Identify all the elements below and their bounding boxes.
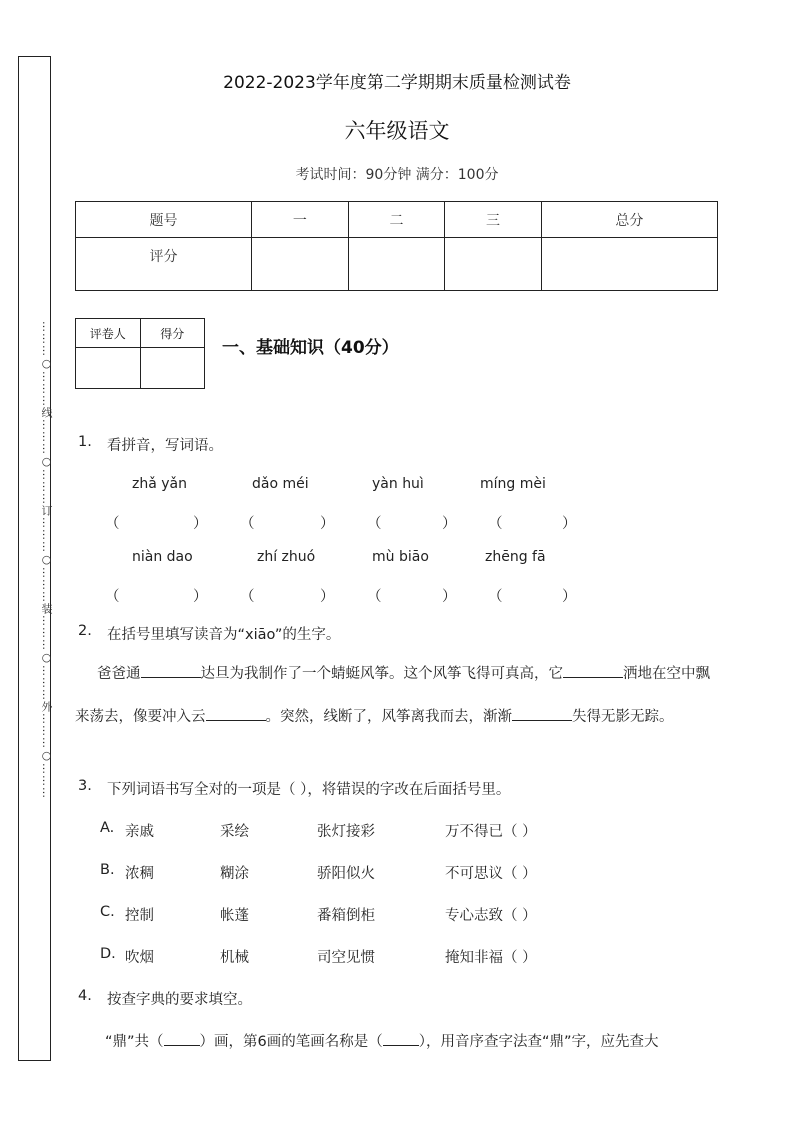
answer-paren-close: ） [320, 516, 335, 532]
answer-paren-open[interactable]: （ [367, 589, 382, 605]
score-header-cell: 一 [252, 202, 349, 238]
option-word: 采绘 [220, 824, 249, 840]
option-word: 骄阳似火 [317, 866, 375, 882]
question-text: 下列词语书写全对的一项是（ ），将错误的字改在后面括号里。 [107, 782, 511, 798]
score-header-cell: 题号 [76, 202, 252, 238]
score-input-cell[interactable] [348, 238, 445, 291]
fill-blank[interactable] [563, 663, 623, 678]
pinyin-item: mù biāo [372, 549, 429, 565]
pinyin-item: zhēng fā [485, 549, 546, 565]
answer-paren-open[interactable]: （ [240, 516, 255, 532]
answer-paren-close: ） [320, 589, 335, 605]
score-header-cell: 总分 [541, 202, 717, 238]
question-passage [75, 653, 720, 739]
line-text: “鼎”共（ [105, 1034, 164, 1050]
fill-blank[interactable] [206, 706, 266, 721]
passage-text: 洒地在空中飘来荡去，像要冲入云 [75, 666, 710, 725]
score-input-cell[interactable] [541, 238, 717, 291]
line-text: ）画，第6画的笔画名称是（ [199, 1034, 383, 1050]
answer-paren-close: ） [193, 589, 208, 605]
exam-subtitle: 六年级语文 [344, 119, 450, 143]
option-word: 专心志致（ ） [445, 908, 537, 924]
pinyin-item: dǎo méi [252, 476, 309, 492]
answer-paren-open[interactable]: （ [105, 516, 120, 532]
pinyin-item: yàn huì [372, 476, 424, 492]
grader-table [75, 318, 205, 389]
passage-text: 失得无影无踪。 [572, 709, 674, 725]
question-number: 2. [78, 623, 92, 639]
answer-paren-open[interactable]: （ [240, 589, 255, 605]
pinyin-item: zhí zhuó [257, 549, 316, 565]
fill-blank[interactable] [512, 706, 572, 721]
passage-text: 爸爸通 [97, 666, 141, 682]
pinyin-item: niàn dao [132, 549, 193, 565]
answer-paren-close: ） [562, 516, 577, 532]
passage-text: 达旦为我制作了一个蜻蜓风筝。这个风筝飞得可真高，它 [200, 666, 563, 682]
option-word: 糊涂 [220, 866, 249, 882]
answer-paren-close: ） [562, 589, 577, 605]
option-label[interactable]: C. [100, 904, 115, 920]
option-label[interactable]: B. [100, 862, 115, 878]
question-number: 3. [78, 778, 92, 794]
pinyin-item: zhǎ yǎn [132, 476, 187, 492]
grader-input-cell[interactable] [76, 348, 141, 389]
option-word: 浓稠 [125, 866, 154, 882]
option-label[interactable]: D. [100, 946, 116, 962]
answer-paren-open[interactable]: （ [105, 589, 120, 605]
question-text: 在括号里填写读音为“xiāo”的生字。 [107, 627, 341, 643]
answer-paren-open[interactable]: （ [367, 516, 382, 532]
score-input-cell[interactable] [252, 238, 349, 291]
question-number: 1. [78, 434, 92, 450]
score-input-cell[interactable] [445, 238, 542, 291]
score-header-cell: 三 [445, 202, 542, 238]
grader-header-cell: 得分 [140, 319, 205, 348]
option-word: 万不得已（ ） [445, 824, 537, 840]
option-word: 吹烟 [125, 950, 154, 966]
answer-paren-close: ） [442, 589, 457, 605]
question-text: 按查字典的要求填空。 [107, 992, 252, 1008]
line-text: ），用音序查字法查“鼎”字，应先查大 [418, 1034, 659, 1050]
score-row-label: 评分 [76, 238, 252, 291]
score-table [75, 201, 718, 291]
option-word: 不可思议（ ） [445, 866, 537, 882]
binding-line: ………○………线………○………订………○………装………○………外………○……… [40, 321, 53, 799]
option-label[interactable]: A. [100, 820, 115, 836]
fill-blank[interactable] [383, 1033, 419, 1046]
fill-blank[interactable] [164, 1033, 200, 1046]
option-word: 张灯接彩 [317, 824, 375, 840]
option-word: 番箱倒柜 [317, 908, 375, 924]
grader-input-cell[interactable] [140, 348, 205, 389]
grader-header-cell: 评卷人 [76, 319, 141, 348]
option-word: 机械 [220, 950, 249, 966]
answer-paren-close: ） [442, 516, 457, 532]
question-line [105, 1030, 720, 1051]
option-word: 帐蓬 [220, 908, 249, 924]
option-word: 掩知非福（ ） [445, 950, 537, 966]
section-title: 一、基础知识（40分） [222, 338, 399, 358]
question-text: 看拼音，写词语。 [107, 438, 223, 454]
question-number: 4. [78, 988, 92, 1004]
fill-blank[interactable] [141, 663, 201, 678]
pinyin-item: míng mèi [480, 476, 546, 492]
option-word: 控制 [125, 908, 154, 924]
passage-text: 。突然，线断了，风筝离我而去，渐渐 [265, 709, 512, 725]
option-word: 亲戚 [125, 824, 154, 840]
exam-title: 2022-2023学年度第二学期期末质量检测试卷 [223, 73, 571, 93]
answer-paren-close: ） [193, 516, 208, 532]
exam-info: 考试时间：90分钟 满分：100分 [295, 167, 499, 183]
answer-paren-open[interactable]: （ [488, 589, 503, 605]
option-word: 司空见惯 [317, 950, 375, 966]
score-header-cell: 二 [348, 202, 445, 238]
answer-paren-open[interactable]: （ [488, 516, 503, 532]
binding-margin [18, 56, 51, 1061]
